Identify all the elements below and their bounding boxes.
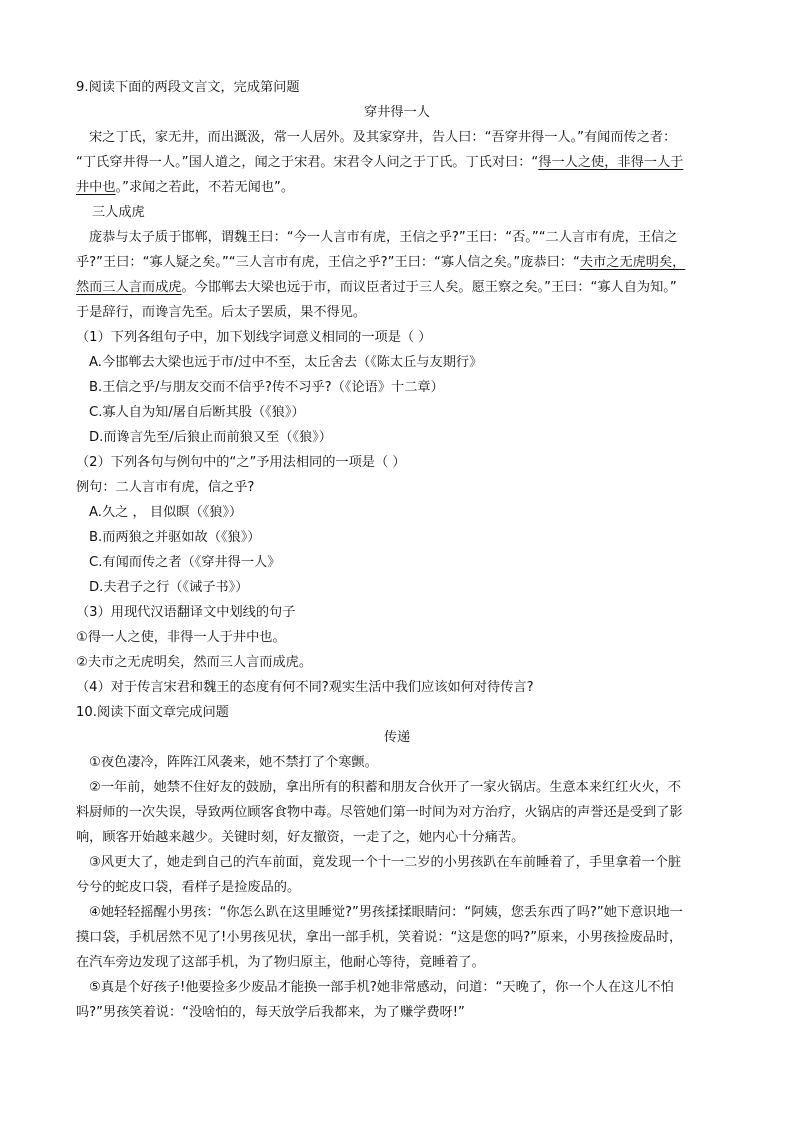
option-d: D.夫君子之行（《诫子书》） (89, 580, 249, 595)
passage1-line: 井中也。”求闻之若此，不若无闻也”。 (76, 180, 295, 195)
article-paragraph-2-line: 料厨师的一次失误，导致两位顾客食物中毒。尽管她们第一时间为对方治疗，火锅店的声誉还是受到了影 (76, 805, 683, 820)
underlined-sentence-1-cont: 井中也 (76, 180, 116, 195)
article-paragraph-2-line: ②一年前，她禁不住好友的鼓励，拿出所有的积蓄和朋友合伙开了一家火锅店。生意本来红红火火，不 (89, 780, 682, 795)
option-b: B.王信之乎/与朋友交而不信乎?传不习乎?（《论语》十二章） (89, 380, 444, 395)
example-sentence: 例句：二人言市有虎，信之乎? (76, 480, 255, 495)
passage1-line: 宋之丁氏，家无井，而出溉汲，常一人居外。及其家穿井，告人曰：“吾穿井得一人。”有闻而传之者： (89, 130, 677, 145)
article-paragraph-5-line: ⑤真是个好孩子!他要捡多少废品才能换一部手机?她非常感动，问道：“天晚了，你一个人在这儿不怕 (89, 980, 674, 995)
subquestion-2-stem: （2）下列各句与例句中的“之”予用法相同的一项是（ ） (76, 455, 406, 470)
article-paragraph-5-line: 吗?”男孩笑着说：“没啥怕的，每天放学后我都来，为了赚学费呀!” (76, 1005, 465, 1020)
passage2-title: 三人成虎 (92, 205, 145, 220)
option-c: C.有闻而传之者（《穿井得一人》 (89, 555, 281, 570)
article-paragraph-4-line: ④她轻轻摇醒小男孩：“你怎么趴在这里睡觉?”男孩揉揉眼睛问：“阿姨，您丢东西了吗?”她下意识地一 (89, 905, 683, 920)
passage2-line: 庞恭与太子质于邯郸，谓魏王曰：“今一人言市有虎，王信之乎?”王曰：“否。”“二人言市有虎，王信之 (89, 230, 678, 245)
underlined-sentence-1: 得一人之使，非得一人于 (538, 155, 684, 170)
article-title: 传递 (383, 730, 411, 745)
article-paragraph-3-line: 兮兮的蛇皮口袋，看样子是捡废品的。 (76, 880, 301, 895)
article-paragraph-3-line: ③风更大了，她走到自己的汽车前面，竟发现一个十一二岁的小男孩趴在车前睡着了，手里拿着一个脏 (89, 855, 682, 870)
passage1-line: “丁氏穿井得一人。”国人道之，闻之于宋君。宋君令人问之于丁氏。丁氏对曰：“得一人之使，非得一人于 (76, 155, 684, 170)
q10-heading: 10.阅读下面文章完成问题 (76, 705, 229, 720)
underlined-sentence-2-cont: 然而三人言而成虎 (76, 280, 182, 295)
article-paragraph-4-line: 在汽车旁边发现了这部手机，为了物归原主，他耐心等待，竟睡着了。 (76, 955, 485, 970)
option-a: A.久之 ， 目似瞑（《狼》） (89, 505, 243, 520)
option-d: D.而谗言先至/后狼止而前狼又至（《狼》） (89, 430, 332, 445)
q9-heading: 9.阅读下面的两段文言文，完成第问题 (76, 80, 300, 95)
article-paragraph-4-line: 摸口袋，手机居然不见了!小男孩见状，拿出一部手机，笑着说：“这是您的吗?”原来，小男孩捡废品时， (76, 930, 683, 945)
article-paragraph-1: ①夜色凄冷，阵阵江风袭来，她不禁打了个寒颤。 (89, 755, 378, 770)
passage2-line: 然而三人言而成虎。今邯郸去大梁也远于市，而议臣者过于三人矣。愿王察之矣。”王曰：“寡人自为知。” (76, 280, 677, 295)
underlined-sentence-2: 夫市之无虎明矣， (579, 255, 686, 270)
option-b: B.而两狼之并驱如故（《狼》） (89, 530, 261, 545)
subquestion-1-stem: （1）下列各组句子中，加下划线字词意义相同的一项是（ ） (76, 330, 432, 345)
subquestion-3-stem: （3）用现代汉语翻译文中划线的句子 (76, 605, 296, 620)
translate-item-1: ①得一人之使，非得一人于井中也。 (76, 630, 286, 645)
option-a: A.今邯郸去大梁也远于市/过中不至，太丘舍去（《陈太丘与友期行》 (89, 355, 483, 370)
article-paragraph-2-line: 响，顾客开始越来越少。关键时刻，好友撤资，一走了之，她内心十分痛苦。 (76, 830, 525, 845)
passage2-line: 于是辞行，而谗言先至。后太子罢质，果不得见。 (76, 305, 367, 320)
subquestion-4-stem: （4）对于传言宋君和魏王的态度有何不同?观实生活中我们应该如何对待传言? (76, 680, 534, 695)
option-c: C.寡人自为知/屠自后断其股（《狼》） (89, 405, 305, 420)
passage1-title: 穿井得一人 (364, 105, 430, 120)
translate-item-2: ②夫市之无虎明矣，然而三人言而成虎。 (76, 655, 313, 670)
passage2-line: 乎?”王曰：“寡人疑之矣。”“三人言市有虎，王信之乎?”王曰：“寡人信之矣。”庞恭曰：“夫市之无虎明矣， (76, 255, 686, 270)
